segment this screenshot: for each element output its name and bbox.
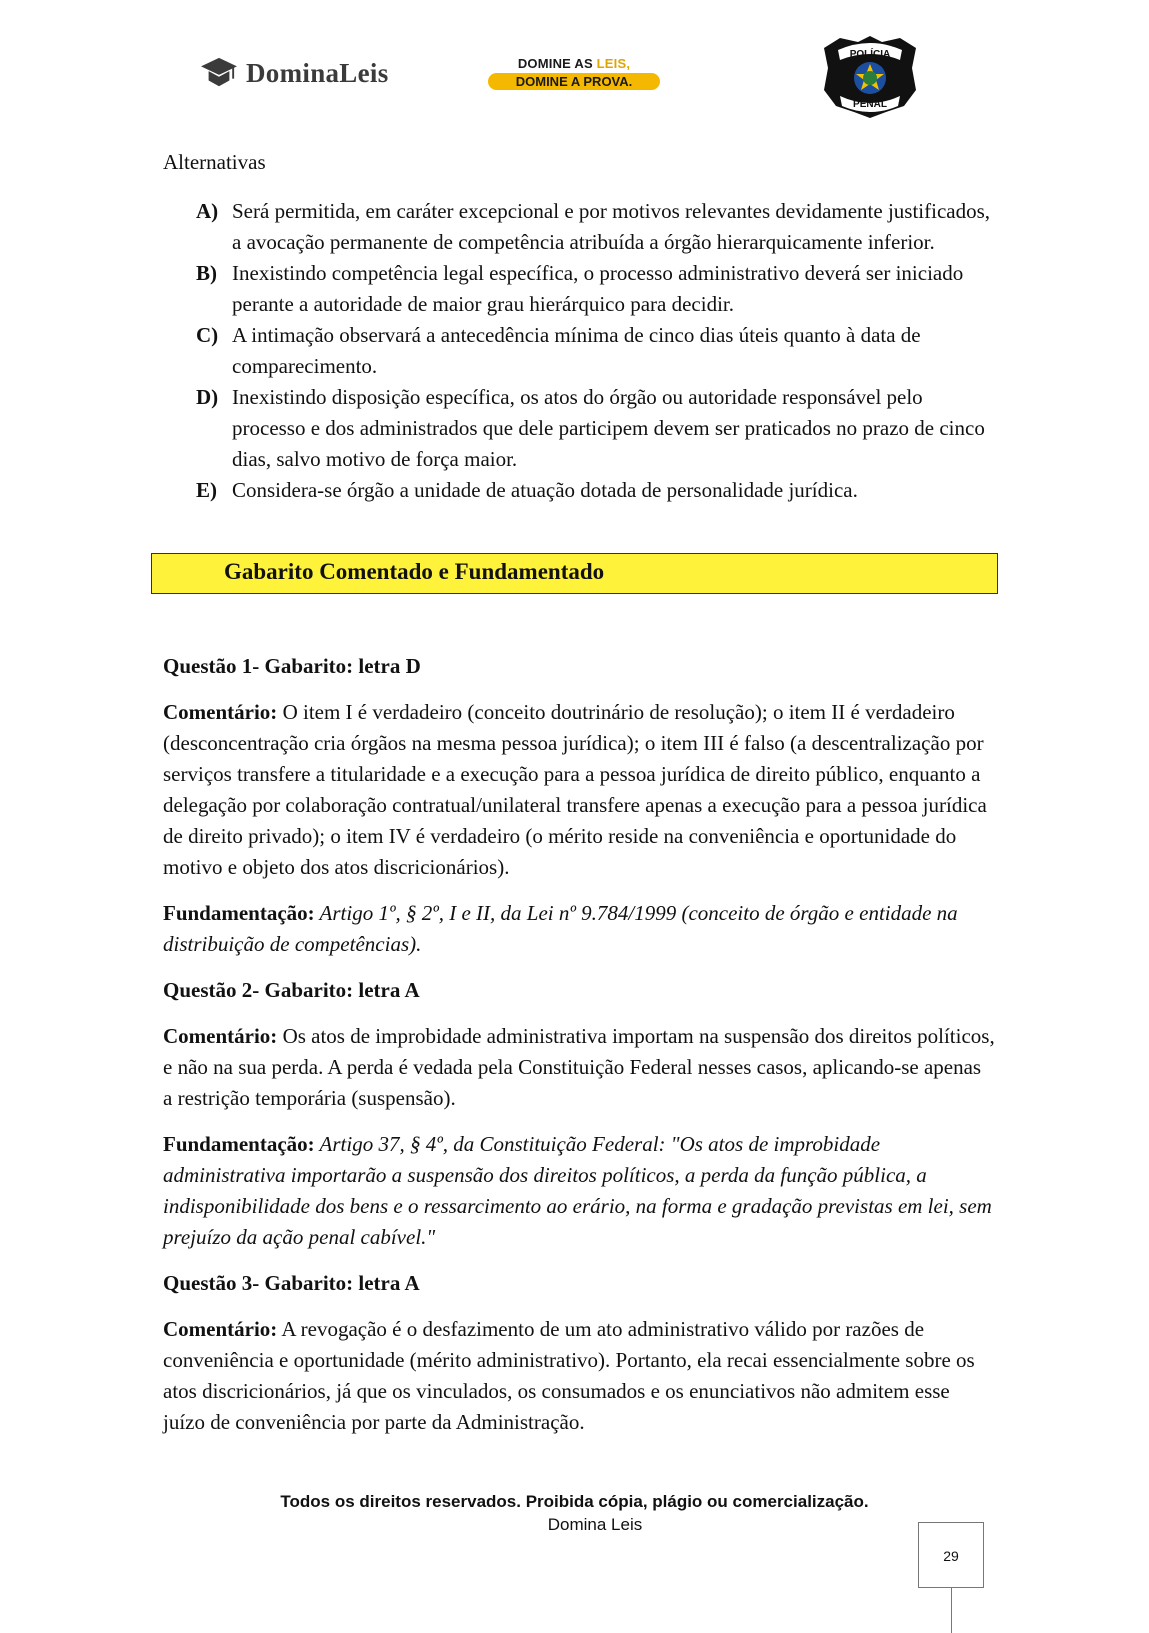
alternative-c (196, 320, 996, 382)
alternative-letter: C) (196, 323, 219, 347)
alternatives-title: Alternativas (163, 150, 266, 174)
gabarito-heading-box (151, 553, 998, 594)
slogan-line-2: DOMINE A PROVA. (488, 73, 660, 90)
basis-label: Fundamentação: (163, 1132, 315, 1156)
question-2-title: Questão 2- Gabarito: letra A (163, 978, 420, 1002)
slogan-line-1: DOMINE AS LEIS, (517, 56, 631, 71)
question-3-comment (163, 1314, 995, 1438)
alternative-d (196, 382, 996, 475)
question-3-title: Questão 3- Gabarito: letra A (163, 1271, 420, 1295)
alternative-letter: B) (196, 261, 217, 285)
dominaleis-logo (200, 56, 389, 90)
comment-text: O item I é verdadeiro (conceito doutrinário de resolução); o item II é verdadeiro (desconcentração cria órgãos na mesma pessoa jurídica); o item III é falso (a descentralização por serviços transfere a titularidade e a execução para a pessoa jurídica de direito público, enquanto a delegação por colaboração contratual/unilateral transfere apenas a execução para a pessoa jurídica de direito privado); o item IV é verdadeiro (o mérito reside na conveniência e oportunidade do motivo e objeto dos atos discricionários). (163, 700, 987, 879)
alternative-text: A intimação observará a antecedência mínima de cinco dias úteis quanto à data de comparecimento. (232, 323, 921, 378)
alternative-letter: D) (196, 385, 219, 409)
policia-penal-badge-icon (820, 34, 920, 120)
alternative-text: Será permitida, em caráter excepcional e por motivos relevantes devidamente justificados, a avocação permanente de competência atribuída a órgão hierarquicamente inferior. (232, 199, 991, 254)
comment-label: Comentário: (163, 1317, 278, 1341)
comment-label: Comentário: (163, 1024, 278, 1048)
page-number: 29 (918, 1522, 984, 1588)
basis-text: Artigo 1º, § 2º, I e II, da Lei nº 9.784/1999 (conceito de órgão e entidade na distribuição de competências). (163, 901, 958, 956)
footer-rights: Todos os direitos reservados. Proibida cópia, plágio ou comercialização. (280, 1492, 869, 1511)
alternatives-list (196, 196, 996, 506)
slogan-logo (488, 56, 660, 92)
alternative-text: Inexistindo disposição específica, os atos do órgão ou autoridade responsável pelo processo e dos administrados que dele participem devem ser praticados no prazo de cinco dias, salvo motivo de força maior. (232, 385, 985, 471)
page-header (0, 0, 1149, 130)
question-1-comment (163, 697, 995, 883)
alternative-text: Inexistindo competência legal específica, o processo administrativo deverá ser iniciado perante a autoridade de maior grau hierárquico para decidir. (232, 261, 964, 316)
alternative-b (196, 258, 996, 320)
comment-text: A revogação é o desfazimento de um ato administrativo válido por razões de conveniência e oportunidade (mérito administrativo). Portanto, ela recai essencialmente sobre os atos discricionários, já que os vinculados, os consumados e os enunciativos não admitem esse juízo de conveniência por parte da Administração. (163, 1317, 975, 1434)
svg-text:POLÍCIA: POLÍCIA (849, 49, 891, 60)
alternative-letter: E) (196, 478, 217, 502)
question-2-comment (163, 1021, 995, 1114)
question-1-basis (163, 898, 995, 960)
page-number-line (951, 1588, 952, 1633)
alternative-letter: A) (196, 199, 219, 223)
svg-text:PENAL: PENAL (853, 99, 887, 110)
comment-label: Comentário: (163, 700, 278, 724)
footer-brand: Domina Leis (547, 1515, 643, 1534)
question-2-basis (163, 1129, 995, 1253)
basis-label: Fundamentação: (163, 901, 315, 925)
graduation-cap-icon (200, 56, 238, 90)
answers-section (163, 651, 995, 1453)
alternative-text: Considera-se órgão a unidade de atuação dotada de personalidade jurídica. (232, 478, 858, 502)
alternative-a (196, 196, 996, 258)
basis-text: Artigo 37, § 4º, da Constituição Federal: "Os atos de improbidade administrativa importarão a suspensão dos direitos políticos, a perda da função pública, a indisponibilidade dos bens e o ressarcimento ao erário, na forma e gradação previstas em lei, sem prejuízo da ação penal cabível." (163, 1132, 992, 1249)
brand-name: DominaLeis (246, 57, 389, 88)
question-1-title: Questão 1- Gabarito: letra D (163, 654, 421, 678)
alternative-e (196, 475, 996, 506)
gabarito-heading: Gabarito Comentado e Fundamentado (224, 559, 605, 584)
comment-text: Os atos de improbidade administrativa importam na suspensão dos direitos políticos, e não na sua perda. A perda é vedada pela Constituição Federal nesses casos, aplicando-se apenas a restrição temporária (suspensão). (163, 1024, 995, 1110)
